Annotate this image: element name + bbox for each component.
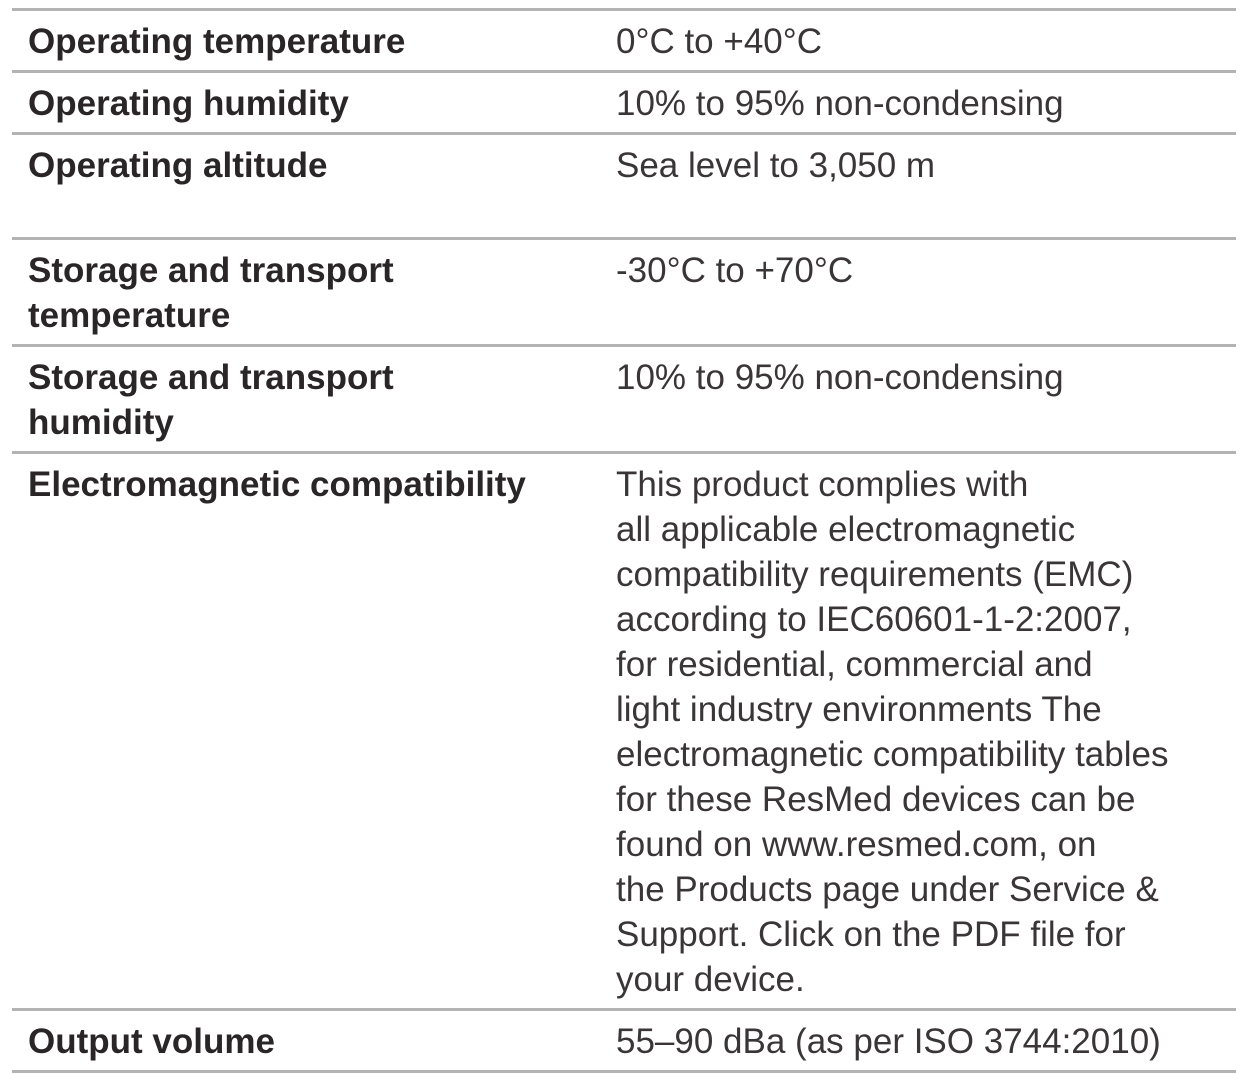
spec-value-text: Sea level to 3,050 m xyxy=(616,146,936,185)
spec-label xyxy=(12,453,616,1010)
spec-value xyxy=(616,134,1236,239)
spec-label-text: Operating temperature xyxy=(28,22,406,61)
spec-label xyxy=(12,134,616,239)
table-row xyxy=(12,10,1236,72)
specifications-table xyxy=(12,8,1236,1073)
spec-value-text: 10% to 95% non-condensing xyxy=(616,358,1064,397)
spec-value xyxy=(616,346,1236,453)
spec-label-text: Operating humidity xyxy=(28,84,349,123)
spec-value xyxy=(616,1010,1236,1072)
spec-value-text: 0°C to +40°C xyxy=(616,22,823,61)
table-row xyxy=(12,72,1236,134)
spec-label xyxy=(12,72,616,134)
spec-label xyxy=(12,10,616,72)
table-row xyxy=(12,239,1236,346)
table-row xyxy=(12,453,1236,1010)
table-row xyxy=(12,134,1236,239)
spec-value xyxy=(616,10,1236,72)
spec-value xyxy=(616,72,1236,134)
spec-label-text: Storage and transport humidity xyxy=(28,358,394,442)
spec-value xyxy=(616,453,1236,1010)
spec-value-text: This product complies with all applicable electromagnetic compatibility requirements (EMC) according to IEC60601-1-2:2007, for residential, commercial and light industry environments The electromagnetic compatibility tables for these ResMed devices can be found on www.resmed.com, on the Products page under Service & Support. Click on the PDF file for your device. xyxy=(616,465,1169,999)
table-row xyxy=(12,1010,1236,1072)
spec-value-text: -30°C to +70°C xyxy=(616,251,854,290)
spec-label-text: Electromagnetic compatibility xyxy=(28,465,526,504)
spec-value xyxy=(616,239,1236,346)
spec-value-text: 55–90 dBa (as per ISO 3744:2010) xyxy=(616,1022,1161,1061)
spec-label xyxy=(12,1010,616,1072)
spec-label-text: Output volume xyxy=(28,1022,275,1061)
table-row xyxy=(12,346,1236,453)
spec-label xyxy=(12,239,616,346)
spec-value-text: 10% to 95% non-condensing xyxy=(616,84,1064,123)
spec-label xyxy=(12,346,616,453)
spec-label-text: Operating altitude xyxy=(28,146,328,185)
spec-label-text: Storage and transport temperature xyxy=(28,251,394,335)
